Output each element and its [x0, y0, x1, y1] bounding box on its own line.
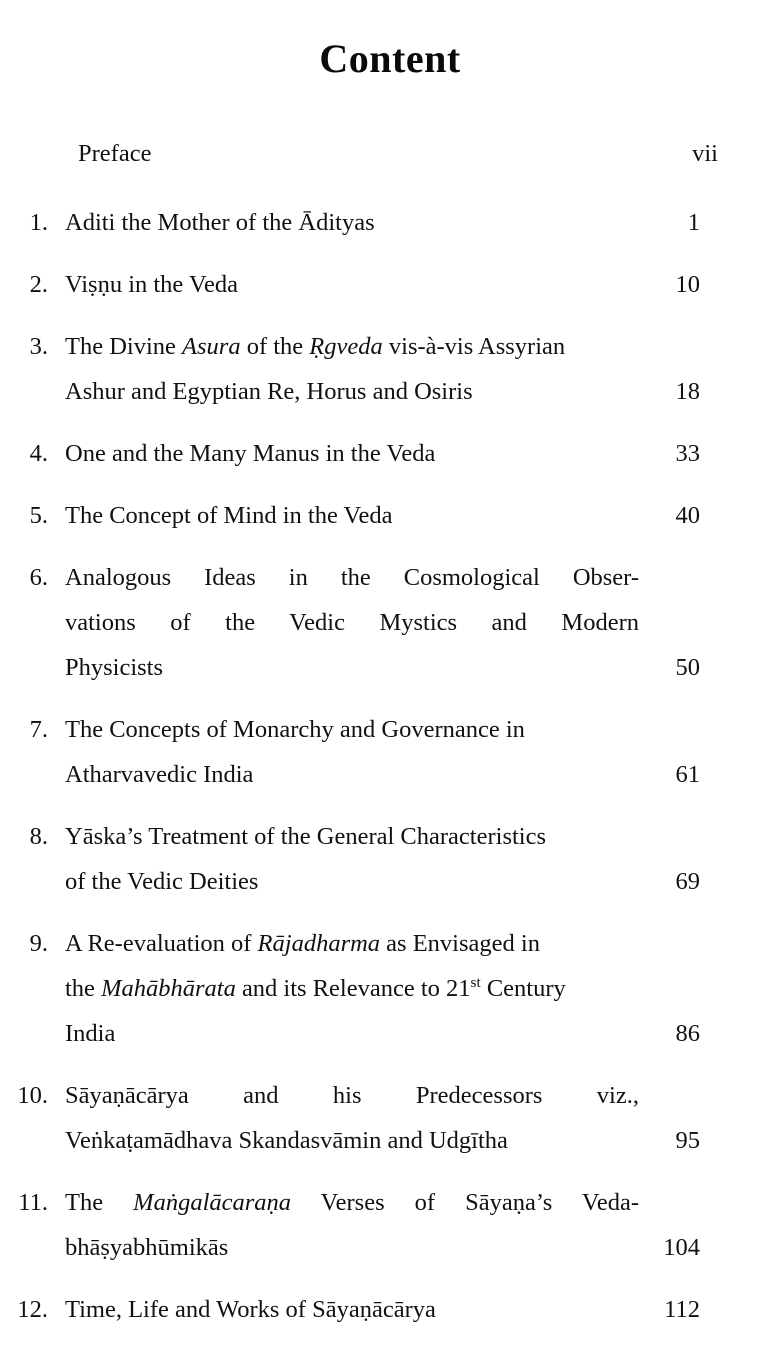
- entry-page-number: 50: [675, 654, 700, 681]
- entry-number: 8.: [29, 823, 48, 850]
- entry-title: [48, 262, 639, 307]
- entry-title: [48, 493, 639, 538]
- toc-entry[interactable]: [0, 555, 780, 690]
- toc-entry[interactable]: [0, 431, 780, 476]
- entry-title-line: bhāṣyabhūmikās: [65, 1234, 229, 1261]
- entry-page-number: 1: [687, 209, 700, 236]
- entry-page-number: 33: [675, 440, 700, 467]
- toc-entry[interactable]: [0, 707, 780, 797]
- entry-title: [48, 1073, 639, 1163]
- entry-number: 5.: [29, 502, 48, 529]
- entry-title-line: The Concepts of Monarchy and Governance in: [65, 716, 525, 743]
- entry-number: 2.: [29, 271, 48, 298]
- entry-number: 7.: [29, 716, 48, 743]
- entry-number: 11.: [18, 1189, 48, 1216]
- entry-title-line: Sāyaṇācārya and his Predecessors viz.,: [65, 1082, 639, 1109]
- toc-entry[interactable]: [0, 324, 780, 414]
- entry-title-line: Yāska’s Treatment of the General Characteristics: [65, 823, 547, 850]
- entry-title-line: Physicists: [65, 654, 164, 681]
- entry-number: 9.: [29, 930, 48, 957]
- preface-page-number: vii: [692, 140, 718, 167]
- entry-title: [48, 1287, 639, 1332]
- entry-page-number: 40: [675, 502, 700, 529]
- entry-title: [48, 431, 639, 476]
- entry-title: [48, 814, 639, 904]
- toc-list: [0, 131, 780, 1349]
- toc-entry[interactable]: [0, 200, 780, 245]
- entry-title-line: The Maṅgalācaraṇa Verses of Sāyaṇa’s Veda-: [65, 1189, 639, 1216]
- entry-title-line: of the Vedic Deities: [65, 868, 259, 895]
- toc-entry[interactable]: [0, 921, 780, 1056]
- entry-page-number: 10: [675, 271, 700, 298]
- entry-number: 4.: [29, 440, 48, 467]
- preface-label: Preface: [78, 140, 152, 167]
- toc-entry[interactable]: [0, 1073, 780, 1163]
- page-title: Content: [319, 36, 461, 81]
- entry-title-line: Veṅkaṭamādhava Skandasvāmin and Udgītha: [65, 1127, 508, 1154]
- entry-number: 1.: [29, 209, 48, 236]
- entry-title-line: Time, Life and Works of Sāyaṇācārya: [65, 1296, 436, 1323]
- toc-entry[interactable]: [0, 262, 780, 307]
- toc-entry[interactable]: [0, 1287, 780, 1332]
- entry-page-number: 69: [675, 868, 700, 895]
- entry-title-line: Atharvavedic India: [65, 761, 254, 788]
- entry-title: [48, 324, 639, 414]
- entry-number: 10.: [17, 1082, 48, 1109]
- entry-title-line: A Re-evaluation of Rājadharma as Envisaged in: [65, 930, 540, 957]
- toc-entry-preface[interactable]: [0, 131, 780, 176]
- toc-entry[interactable]: [0, 493, 780, 538]
- entry-title-line: Analogous Ideas in the Cosmological Obser-: [65, 564, 639, 591]
- entry-page-number: 18: [675, 378, 700, 405]
- entry-title-line: India: [65, 1020, 116, 1047]
- entry-page-number: 112: [664, 1296, 700, 1323]
- entry-number: 12.: [17, 1296, 48, 1323]
- toc-entry[interactable]: [0, 814, 780, 904]
- entry-page-number: 95: [675, 1127, 700, 1154]
- entry-title-line: the Mahābhārata and its Relevance to 21st Century: [65, 973, 566, 1002]
- entry-title-line: Viṣṇu in the Veda: [65, 271, 238, 298]
- entry-title-line: The Concept of Mind in the Veda: [65, 502, 393, 529]
- entry-title: [48, 555, 639, 690]
- entry-title-line: vations of the Vedic Mystics and Modern: [65, 609, 639, 636]
- entry-title: [48, 707, 639, 797]
- entry-number: 3.: [29, 333, 48, 360]
- entry-title-line: Aditi the Mother of the Ādityas: [65, 209, 375, 236]
- toc-entry[interactable]: [0, 1180, 780, 1270]
- entry-page-number: 86: [675, 1020, 700, 1047]
- entry-title-line: The Divine Asura of the Ṛgveda vis-à-vis Assyrian: [65, 333, 566, 360]
- entry-title: [48, 1180, 639, 1270]
- entry-title-line: Ashur and Egyptian Re, Horus and Osiris: [65, 378, 473, 405]
- entry-title: [48, 200, 639, 245]
- entry-page-number: 104: [663, 1234, 700, 1261]
- entry-page-number: 61: [675, 761, 700, 788]
- entry-title: [48, 921, 639, 1056]
- entry-title-line: One and the Many Manus in the Veda: [65, 440, 436, 467]
- entry-number: 6.: [29, 564, 48, 591]
